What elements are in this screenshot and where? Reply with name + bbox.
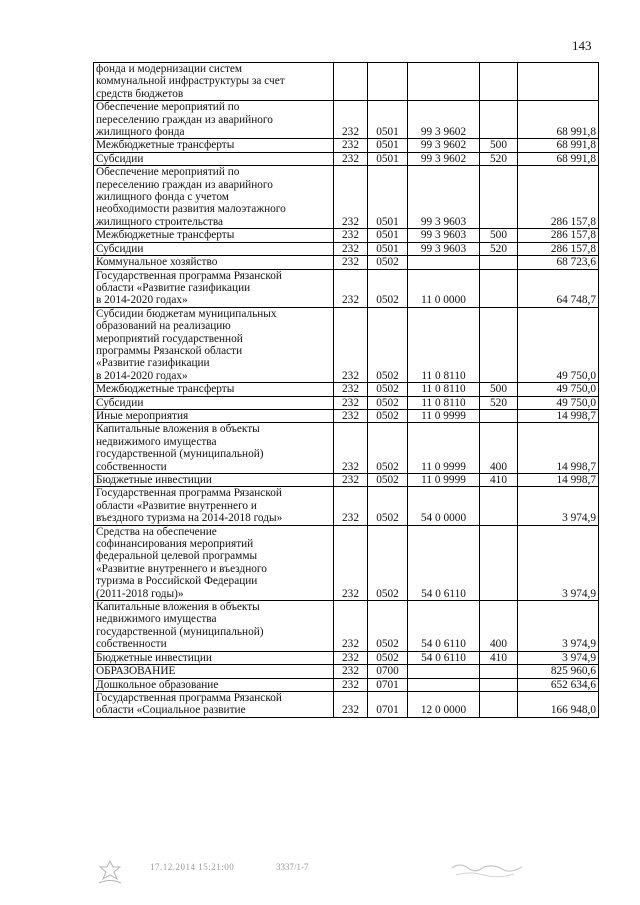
cell-section-code: 0502 [368, 409, 408, 422]
cell-ministry-code: 232 [334, 487, 368, 525]
footer-document-code: 3337/1-7 [276, 862, 309, 872]
page-footer [0, 858, 640, 888]
cell-amount: 3 974,9 [518, 651, 599, 664]
cell-ministry-code: 232 [334, 409, 368, 422]
cell-name: Субсидии [94, 242, 334, 255]
table-row [94, 487, 599, 525]
cell-name: Бюджетные инвестиции [94, 474, 334, 487]
cell-expense-type: 520 [480, 396, 518, 409]
cell-ministry-code: 232 [334, 525, 368, 600]
cell-expense-type: 500 [480, 383, 518, 396]
cell-section-code: 0501 [368, 242, 408, 255]
cell-target-article: 11 0 8110 [408, 383, 480, 396]
cell-amount: 68 723,6 [518, 256, 599, 269]
cell-target-article: 12 0 0000 [408, 691, 480, 717]
cell-expense-type [480, 525, 518, 600]
cell-amount: 652 634,6 [518, 678, 599, 691]
cell-expense-type [480, 409, 518, 422]
cell-ministry-code: 232 [334, 423, 368, 474]
cell-section-code: 0501 [368, 166, 408, 229]
cell-expense-type [480, 101, 518, 139]
table-row [94, 166, 599, 229]
cell-name: Капитальные вложения в объекты недвижимого имущества государственной (муниципальной) собственности [94, 423, 334, 474]
cell-expense-type [480, 63, 518, 101]
cell-amount: 286 157,8 [518, 166, 599, 229]
cell-expense-type: 400 [480, 601, 518, 652]
cell-section-code: 0701 [368, 691, 408, 717]
cell-section-code: 0501 [368, 101, 408, 139]
cell-target-article: 99 3 9603 [408, 166, 480, 229]
cell-amount: 68 991,8 [518, 152, 599, 165]
cell-name: Государственная программа Рязанской области «Развитие внутреннего и въездного туризма на 2014-2018 годы» [94, 487, 334, 525]
cell-ministry-code: 232 [334, 651, 368, 664]
cell-target-article: 54 0 0000 [408, 487, 480, 525]
cell-section-code: 0502 [368, 525, 408, 600]
table-row [94, 242, 599, 255]
cell-name: Иные мероприятия [94, 409, 334, 422]
cell-ministry-code: 232 [334, 242, 368, 255]
cell-ministry-code: 232 [334, 383, 368, 396]
cell-section-code: 0501 [368, 152, 408, 165]
footer-timestamp: 17.12.2014 15:21:00 [150, 862, 235, 872]
cell-name: Коммунальное хозяйство [94, 256, 334, 269]
cell-expense-type: 500 [480, 139, 518, 152]
cell-expense-type: 520 [480, 242, 518, 255]
cell-section-code [368, 63, 408, 101]
cell-name: Межбюджетные трансферты [94, 383, 334, 396]
cell-ministry-code: 232 [334, 474, 368, 487]
cell-name: Субсидии [94, 396, 334, 409]
cell-ministry-code: 232 [334, 307, 368, 382]
cell-expense-type [480, 269, 518, 307]
cell-ministry-code: 232 [334, 229, 368, 242]
table-row [94, 256, 599, 269]
table-row [94, 139, 599, 152]
cell-ministry-code: 232 [334, 665, 368, 678]
cell-name: Дошкольное образование [94, 678, 334, 691]
cell-target-article: 54 0 6110 [408, 525, 480, 600]
cell-name: Государственная программа Рязанской области «Развитие газификации в 2014-2020 годах» [94, 269, 334, 307]
cell-amount: 14 998,7 [518, 409, 599, 422]
cell-amount: 3 974,9 [518, 525, 599, 600]
cell-section-code: 0502 [368, 423, 408, 474]
cell-section-code: 0502 [368, 383, 408, 396]
cell-amount: 3 974,9 [518, 601, 599, 652]
cell-target-article [408, 256, 480, 269]
cell-expense-type [480, 307, 518, 382]
cell-section-code: 0502 [368, 651, 408, 664]
cell-section-code: 0502 [368, 487, 408, 525]
budget-table [93, 62, 599, 718]
cell-target-article: 54 0 6110 [408, 651, 480, 664]
cell-expense-type: 410 [480, 474, 518, 487]
page-number: 143 [572, 38, 592, 53]
cell-ministry-code: 232 [334, 396, 368, 409]
cell-expense-type: 400 [480, 423, 518, 474]
table-row [94, 691, 599, 717]
cell-expense-type: 500 [480, 229, 518, 242]
table-row [94, 383, 599, 396]
cell-target-article: 99 3 9603 [408, 229, 480, 242]
cell-section-code: 0502 [368, 256, 408, 269]
cell-target-article: 54 0 6110 [408, 601, 480, 652]
table-row [94, 678, 599, 691]
cell-ministry-code: 232 [334, 152, 368, 165]
cell-expense-type [480, 166, 518, 229]
cell-target-article: 11 0 8110 [408, 396, 480, 409]
cell-ministry-code: 232 [334, 691, 368, 717]
seal-stamp-icon [95, 858, 125, 886]
cell-ministry-code: 232 [334, 139, 368, 152]
cell-target-article: 11 0 0000 [408, 269, 480, 307]
cell-name: Капитальные вложения в объекты недвижимого имущества государственной (муниципальной) собственности [94, 601, 334, 652]
cell-section-code: 0501 [368, 139, 408, 152]
cell-amount: 49 750,0 [518, 307, 599, 382]
table-row [94, 665, 599, 678]
cell-expense-type [480, 665, 518, 678]
table-row [94, 396, 599, 409]
cell-target-article: 99 3 9602 [408, 101, 480, 139]
table-row [94, 651, 599, 664]
cell-expense-type [480, 256, 518, 269]
table-row [94, 307, 599, 382]
table-row [94, 474, 599, 487]
cell-name: ОБРАЗОВАНИЕ [94, 665, 334, 678]
cell-section-code: 0700 [368, 665, 408, 678]
cell-name: Государственная программа Рязанской области «Социальное развитие [94, 691, 334, 717]
table-row [94, 152, 599, 165]
cell-name: Субсидии [94, 152, 334, 165]
cell-expense-type: 410 [480, 651, 518, 664]
table-row [94, 269, 599, 307]
budget-table-body [94, 63, 599, 718]
table-row [94, 229, 599, 242]
cell-section-code: 0502 [368, 307, 408, 382]
cell-amount: 68 991,8 [518, 101, 599, 139]
cell-name: Бюджетные инвестиции [94, 651, 334, 664]
cell-target-article: 99 3 9602 [408, 139, 480, 152]
cell-amount: 68 991,8 [518, 139, 599, 152]
cell-name: Средства на обеспечение софинансирования мероприятий федеральной целевой программы «Развитие внутреннего и въездного туризма в Российской Федерации (2011-2018 годы)» [94, 525, 334, 600]
cell-amount: 64 748,7 [518, 269, 599, 307]
cell-target-article [408, 665, 480, 678]
cell-amount: 49 750,0 [518, 383, 599, 396]
table-row [94, 525, 599, 600]
cell-ministry-code: 232 [334, 101, 368, 139]
cell-target-article: 11 0 8110 [408, 307, 480, 382]
cell-target-article: 11 0 9999 [408, 474, 480, 487]
table-row [94, 409, 599, 422]
cell-amount: 14 998,7 [518, 423, 599, 474]
cell-target-article [408, 678, 480, 691]
cell-section-code: 0502 [368, 396, 408, 409]
cell-ministry-code: 232 [334, 166, 368, 229]
cell-target-article: 11 0 9999 [408, 423, 480, 474]
cell-amount: 14 998,7 [518, 474, 599, 487]
cell-section-code: 0701 [368, 678, 408, 691]
cell-target-article: 99 3 9602 [408, 152, 480, 165]
cell-section-code: 0502 [368, 601, 408, 652]
cell-section-code: 0502 [368, 474, 408, 487]
cell-ministry-code: 232 [334, 678, 368, 691]
cell-section-code: 0501 [368, 229, 408, 242]
cell-name: Обеспечение мероприятий по переселению граждан из аварийного жилищного фонда [94, 101, 334, 139]
cell-expense-type [480, 691, 518, 717]
cell-name: фонда и модернизации систем коммунальной инфраструктуры за счет средств бюджетов [94, 63, 334, 101]
cell-expense-type [480, 678, 518, 691]
cell-name: Субсидии бюджетам муниципальных образований на реализацию мероприятий государственной программы Рязанской области «Развитие газификации в 2014-2020 годах» [94, 307, 334, 382]
cell-amount: 286 157,8 [518, 229, 599, 242]
cell-amount [518, 63, 599, 101]
cell-amount: 49 750,0 [518, 396, 599, 409]
cell-ministry-code: 232 [334, 601, 368, 652]
cell-amount: 166 948,0 [518, 691, 599, 717]
cell-target-article: 11 0 9999 [408, 409, 480, 422]
cell-amount: 825 960,6 [518, 665, 599, 678]
cell-name: Обеспечение мероприятий по переселению граждан из аварийного жилищного фонда с учетом необходимости развития малоэтажного жилищного строительства [94, 166, 334, 229]
cell-expense-type: 520 [480, 152, 518, 165]
cell-expense-type [480, 487, 518, 525]
cell-target-article [408, 63, 480, 101]
signature-mark [450, 858, 530, 880]
cell-target-article: 99 3 9603 [408, 242, 480, 255]
cell-name: Межбюджетные трансферты [94, 139, 334, 152]
cell-ministry-code: 232 [334, 256, 368, 269]
table-row [94, 601, 599, 652]
cell-ministry-code [334, 63, 368, 101]
cell-section-code: 0502 [368, 269, 408, 307]
cell-name: Межбюджетные трансферты [94, 229, 334, 242]
cell-amount: 3 974,9 [518, 487, 599, 525]
cell-ministry-code: 232 [334, 269, 368, 307]
cell-amount: 286 157,8 [518, 242, 599, 255]
table-row [94, 63, 599, 101]
table-row [94, 423, 599, 474]
table-row [94, 101, 599, 139]
